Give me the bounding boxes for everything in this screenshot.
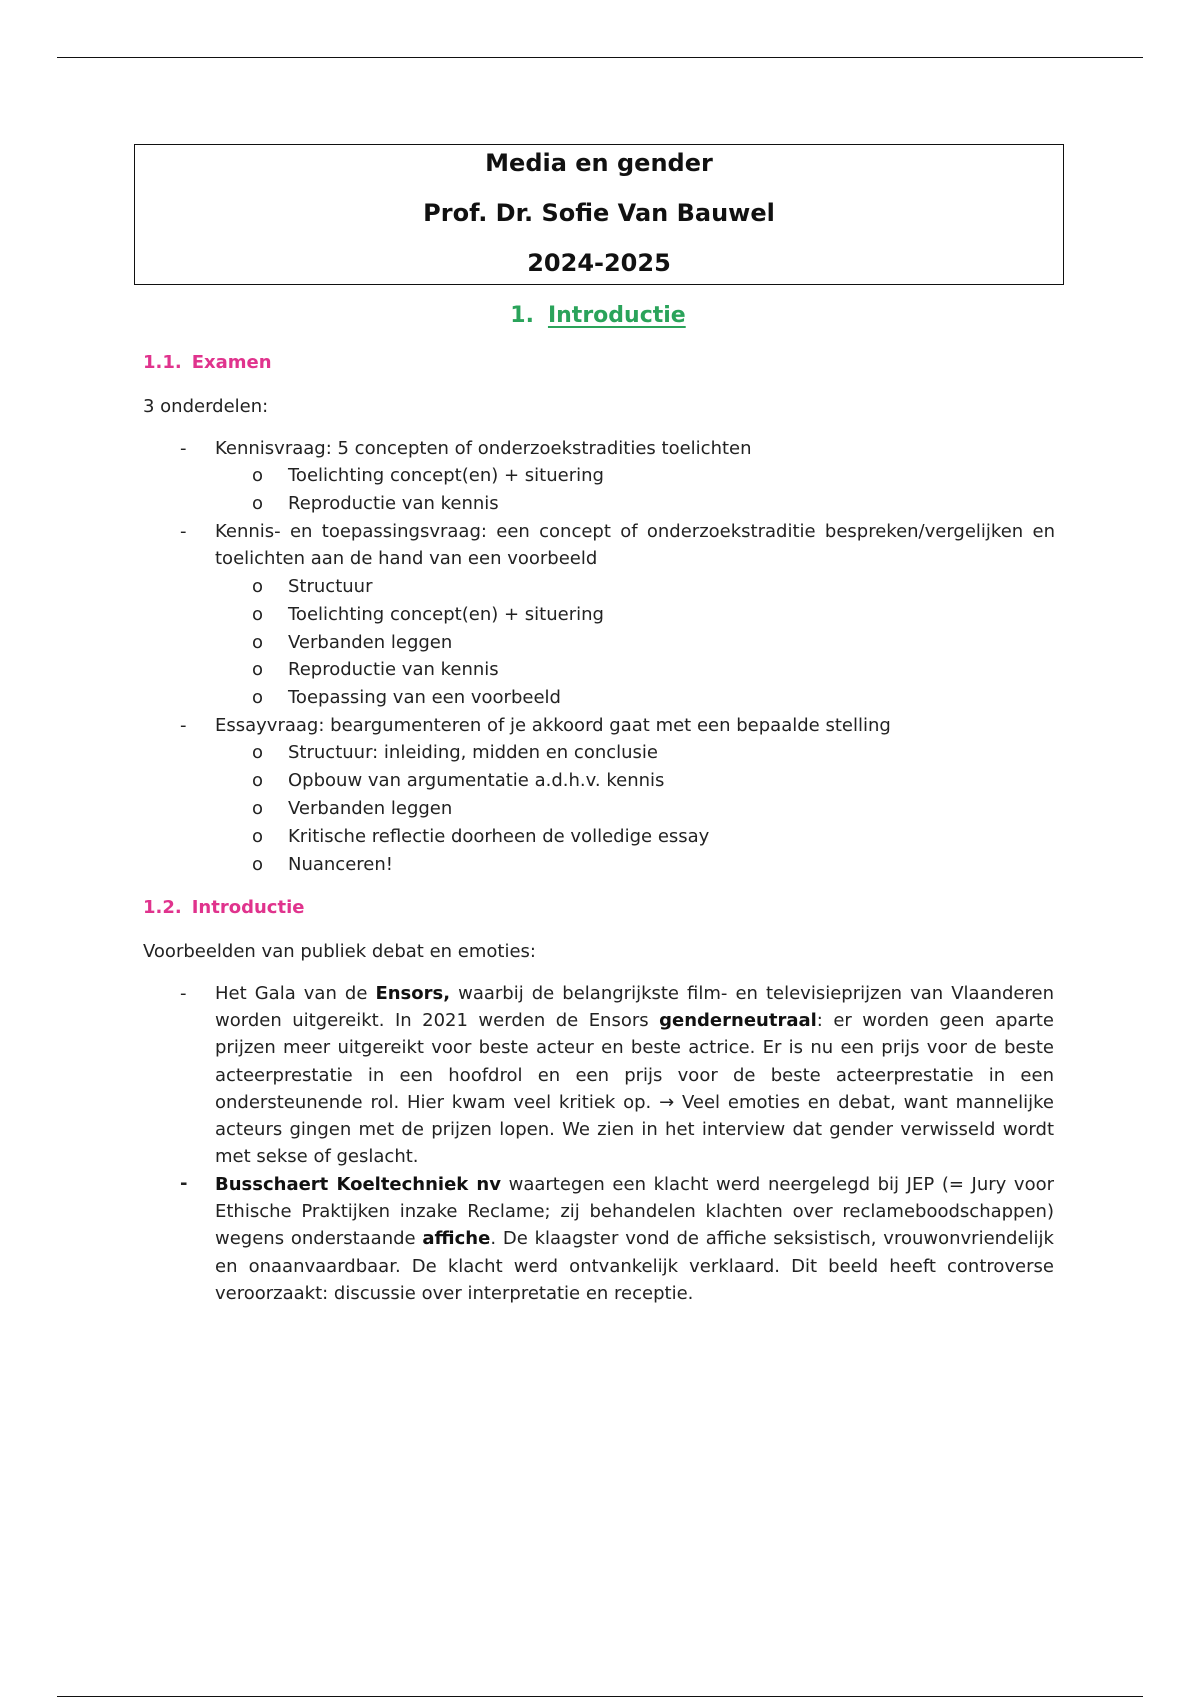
subsection-heading-introductie [143,897,304,919]
text-run: . De klaagster vond de affiche seksistisch, vrouwonvriendelijk en onaanvaardbaar. De klacht werd ontvankelijk verklaard. Dit beeld heeft controverse veroorzaakt: discussie over interpretatie en receptie. [215,1228,1054,1304]
subsection-number: 1.2. [143,897,182,918]
sub-bullet: o [252,770,264,791]
list-bullet: - [180,521,187,542]
text-run: : er worden geen aparte prijzen meer uitgereikt voor beste acteur en beste actrice. Er is nu een prijs voor de beste acteerprestatie in een hoofdrol en een prijs voor de beste acteerprestatie in een ondersteunende rol. Hier kwam veel kritiek op. [215,1010,1054,1113]
sub-bullet: o [252,854,264,875]
sub-bullet: o [252,632,264,653]
bold-run: affiche [422,1228,491,1250]
sub-list-item: Nuanceren! [288,854,393,875]
sub-bullet: o [252,576,264,597]
text-run: waartegen een klacht werd neergelegd bij JEP (= Jury voor Ethische Praktijken inzake Reclame; zij behandelen klachten over reclameboodschappen) wegens onderstaande [215,1174,1054,1250]
section-heading [0,302,1200,330]
sub-bullet: o [252,465,264,486]
title-box [134,144,1064,285]
subsection-number: 1.1. [143,352,182,373]
sub-list-item: Reproductie van kennis [288,493,499,514]
sub-bullet: o [252,742,264,763]
sub-bullet: o [252,798,264,819]
text-run: waarbij de belangrijkste film- en televisieprijzen van Vlaanderen worden uitgereikt. In 2021 werden de Ensors [215,983,1054,1032]
sub-bullet: o [252,687,264,708]
text-run: Het Gala van de [215,983,376,1004]
sub-list-item: Toepassing van een voorbeeld [288,687,561,708]
list-item-ensors [215,980,1054,1170]
list-bullet: - [180,438,187,459]
section-title: Introductie [547,303,686,328]
bold-run: Busschaert Koeltechniek nv [215,1174,501,1195]
sub-list-item: Verbanden leggen [288,798,453,819]
sub-list-item: Structuur: inleiding, midden en conclusie [288,742,658,763]
bold-run: Ensors, [375,983,451,1004]
sub-bullet: o [252,659,264,680]
sub-list-item: Kritische reflectie doorheen de volledige essay [288,826,710,847]
document-title: Media en gender [485,149,713,177]
sub-list-item: Verbanden leggen [288,632,453,653]
sub-bullet: o [252,826,264,847]
sub-list-item: Reproductie van kennis [288,659,499,680]
section-number: 1. [510,303,534,328]
sub-bullet: o [252,493,264,514]
list-bullet: - [180,715,187,736]
subsection-heading-examen [143,352,272,374]
list-bullet: - [180,983,187,1004]
sub-list-item: Toelichting concept(en) + situering [288,465,604,486]
exam-intro: 3 onderdelen: [143,396,269,417]
academic-year: 2024-2025 [527,249,671,277]
subsection-title: Introductie [191,897,305,918]
arrow-icon: → [659,1091,675,1113]
list-item: Kennis- en toepassingsvraag: een concept of onderzoekstraditie bespreken/vergelijken en toelichten aan de hand van een voorbeeld [215,521,1055,569]
sub-bullet: o [252,604,264,625]
bold-run: genderneutraal [659,1010,817,1032]
sub-list-item: Toelichting concept(en) + situering [288,604,604,625]
list-item: Essayvraag: beargumenteren of je akkoord gaat met een bepaalde stelling [215,715,891,736]
header-rule [57,57,1143,58]
sub-list-item: Opbouw van argumentatie a.d.h.v. kennis [288,770,665,791]
text-run: Veel emoties en debat, want mannelijke acteurs gingen met de prijzen lopen. We zien in het interview dat gender verwisseld wordt met sekse of geslacht. [215,1091,1054,1168]
professor-name: Prof. Dr. Sofie Van Bauwel [423,199,775,227]
footer-rule [57,1696,1143,1697]
sub-list-item: Structuur [288,576,373,597]
list-item: Kennisvraag: 5 concepten of onderzoekstradities toelichten [215,438,752,459]
subsection-title: Examen [191,352,272,373]
list-item-busschaert [215,1171,1054,1307]
debate-intro: Voorbeelden van publiek debat en emoties: [143,941,536,962]
list-bullet: - [180,1173,188,1194]
